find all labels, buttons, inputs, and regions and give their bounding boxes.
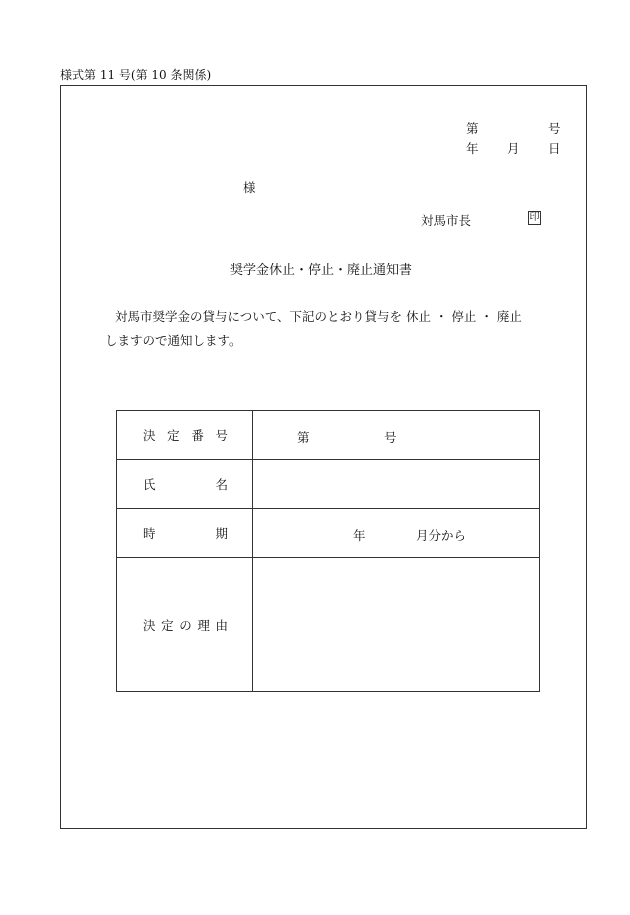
- issuer-name: 対馬市長: [421, 213, 472, 228]
- notice-table: [116, 410, 540, 692]
- value-period-year: 年: [353, 528, 366, 543]
- label-cell: [117, 509, 253, 558]
- number-prefix: 第: [466, 121, 479, 136]
- label-reason: 決 定 の 理 由: [143, 617, 228, 633]
- body-line-1: 対馬市奨学金の貸与について、下記のとおり貸与を 休止 ・ 停止 ・ 廃止: [115, 309, 522, 324]
- name-field[interactable]: [253, 460, 540, 509]
- seal-mark: 印: [529, 212, 540, 223]
- date-day: 日: [548, 141, 561, 156]
- label-cell: [117, 411, 253, 460]
- label-decision-number: 決 定 番 号: [143, 428, 228, 443]
- document-title: 奨学金休止・停止・廃止通知書: [230, 263, 413, 278]
- label-cell: [117, 558, 253, 692]
- table-row-name: [117, 460, 540, 509]
- addressee-suffix: 様: [243, 180, 256, 195]
- reason-field[interactable]: [253, 558, 540, 692]
- value-number-prefix: 第: [297, 430, 310, 445]
- table-row-period: [117, 509, 540, 558]
- label-name: 氏 名: [143, 477, 228, 492]
- date-year: 年: [466, 141, 479, 156]
- value-period-month: 月分から: [416, 528, 467, 543]
- decision-number-field[interactable]: [253, 411, 540, 460]
- form-id: 様式第 11 号(第 10 条関係): [60, 68, 212, 82]
- label-cell: [117, 460, 253, 509]
- table-row-reason: [117, 558, 540, 692]
- table-row-decision-number: [117, 411, 540, 460]
- label-period: 時 期: [143, 526, 228, 541]
- period-field[interactable]: [253, 509, 540, 558]
- number-suffix: 号: [548, 121, 561, 136]
- date-month: 月: [507, 141, 520, 156]
- value-number-suffix: 号: [384, 430, 397, 445]
- body-line-2: しますので通知します。: [105, 333, 242, 348]
